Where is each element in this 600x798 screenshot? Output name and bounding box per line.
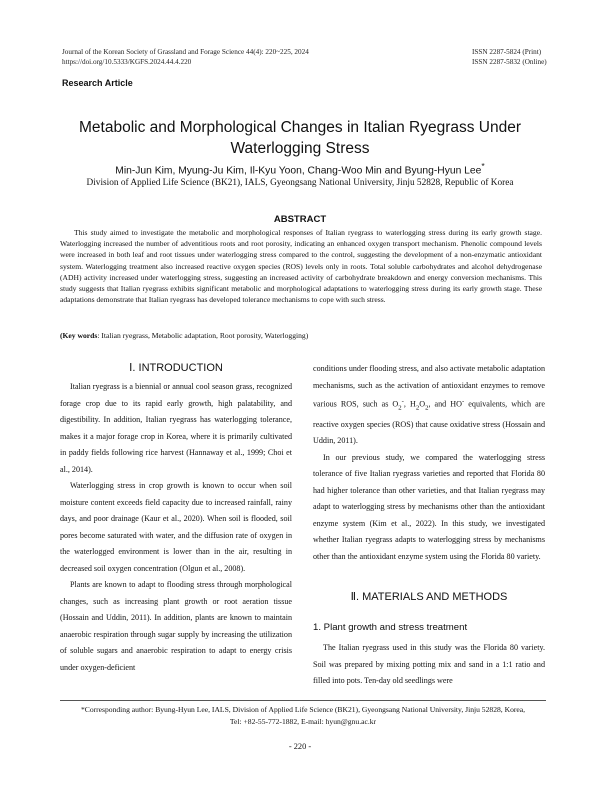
affiliation: Division of Applied Life Science (BK21), IALS, Gyeongsang National University, Jinju 52828, Republic of Korea xyxy=(86,178,514,188)
authors-text: Min-Jun Kim, Myung-Ju Kim, Il-Kyu Yoon, Chang-Woo Min and Byung-Hyun Lee xyxy=(115,165,482,177)
footnote-divider xyxy=(60,700,546,701)
left-column xyxy=(60,379,292,676)
intro-paragraph-3-cont xyxy=(313,361,545,450)
journal-citation: Journal of the Korean Society of Grassland and Forage Science 44(4): 220~225, 2024 xyxy=(62,48,309,56)
introduction-heading: Ⅰ. INTRODUCTION xyxy=(129,362,223,374)
methods-heading: Ⅱ. MATERIALS AND METHODS xyxy=(350,591,508,603)
intro-paragraph-3: Plants are known to adapt to flooding stress through morphological changes, such as increasing plant growth or root aeration tissue (Hossain and Uddin, 2011). In addition, plants are known to maintain anaerobic respiration through sugar supply by increasing the utilization of soluble sugars and anaerobic respiration to adapt to energy crisis under oxygen-deficient xyxy=(60,580,292,672)
subsection-heading: 1. Plant growth and stress treatment xyxy=(313,622,468,633)
text-run: O xyxy=(419,399,426,409)
doi-link[interactable]: https://doi.org/10.5333/KGFS.2024.44.4.220 xyxy=(62,58,192,66)
footnote-line-1: *Corresponding author: Byung-Hyun Lee, IALS, Division of Applied Life Science (BK21), Gyeongsang National University, Jinju 52828, Korea, xyxy=(80,705,526,714)
abstract-heading: ABSTRACT xyxy=(273,214,327,225)
article-type-label: Research Article xyxy=(62,78,133,88)
keywords-list: : Italian ryegrass, Metabolic adaptation, Root porosity, Waterlogging) xyxy=(97,331,309,340)
issn-online: ISSN 2287-5832 (Online) xyxy=(472,58,547,66)
issn-block xyxy=(472,47,547,67)
intro-paragraph-2: Waterlogging stress in crop growth is known to occur when soil moisture content exceeds field capacity due to increased rainfall, rainy days, and poor drainage (Kaur et al., 2020). When soil is flooded, soil pores become saturated with water, and the diffusion rate of oxygen in the waterlogged environment is lower than in the air, resulting in decreased soil oxygen concentration (Olgun et al., 2008). xyxy=(60,481,292,573)
text-run: equivalents, which are reactive oxygen species (ROS) that cause oxidative stress (Hossain and Uddin, 2011). xyxy=(313,399,545,446)
subscript: 2 xyxy=(398,404,402,412)
text-run: conditions under flooding stress, and also activate metabolic adaptation mechanisms, such as the activation of antioxidant enzymes to remove various ROS, such as O xyxy=(313,364,545,409)
corresponding-mark: * xyxy=(481,161,485,171)
methods-column xyxy=(313,640,545,690)
text-run: , and HO xyxy=(428,399,462,409)
keywords-label: (Key words xyxy=(60,331,98,340)
subscript: 2 xyxy=(415,404,420,412)
keywords xyxy=(60,330,542,341)
footnote-line-2: Tel: +82-55-772-1882, E-mail: hyun@gnu.ac.kr xyxy=(229,716,377,726)
abstract-text: This study aimed to investigate the metabolic and morphological responses of Italian ryegrass to waterlogging stress during its early growth stage. Waterlogging increased the number of adventitious roots and root porosity, indicating an enhanced oxygen transport mechanism. Phenolic compound levels were increased in both leaf and root tissues under waterlogging stress compared to the control, suggesting the development of a non-enzymatic antioxidant system. Waterlogging treatment also increased reactive oxygen species (ROS) levels only in roots. Total soluble carbohydrates and alcohol dehydrogenase (ADH) activity increased under waterlogging stress, suggesting an increased activity of carbohydrate breakdown and energy conversion mechanisms. This study suggests that Italian ryegrass exhibits significant metabolic and morphological adaptations to waterlogging stress during its early growth stage. These adaptations demonstrate that Italian ryegrass has developed tolerance mechanisms to cope with such stress. xyxy=(60,228,542,305)
right-column xyxy=(313,361,545,565)
superscript: - xyxy=(461,398,465,405)
methods-paragraph-1: The Italian ryegrass used in this study was the Florida 80 variety. Soil was prepared by mixing potting mix and sand in a 1:1 ratio and filled into pots. Ten-day old seedlings were xyxy=(313,643,545,685)
paper-title: Metabolic and Morphological Changes in Italian Ryegrass Under Waterlogging Stress xyxy=(79,119,521,157)
corresponding-footnote xyxy=(60,704,546,727)
text-run: , H xyxy=(403,399,416,409)
intro-paragraph-1: Italian ryegrass is a biennial or annual cool season grass, recognized forage crop due to its rapid early growth, high palatability, and digestibility. In addition, Italian ryegrass has waterlogging tolerance, makes it a major forage crop in Korea, where it is primarily cultivated in paddy fields following rice harvest (Hannaway et al., 1999; Choi et al., 2014). xyxy=(60,382,292,474)
journal-header xyxy=(62,47,309,67)
page-number: - 220 - xyxy=(288,742,312,751)
subscript: 2 xyxy=(425,404,429,412)
superscript: - xyxy=(401,398,404,405)
author-list xyxy=(0,161,600,176)
issn-print: ISSN 2287-5824 (Print) xyxy=(472,48,542,56)
intro-paragraph-4: In our previous study, we compared the waterlogging stress tolerance of five Italian ryegrass varieties and reported that Florida 80 had higher tolerance than other varieties, and that Italian ryegrass may adapt to waterlogging stress by mechanisms other than the antioxidant enzyme system (Kim et al., 2022). In this study, we investigated whether Italian ryegrass adapts to waterlogging stress by mechanisms other than the antioxidant enzyme system using the Florida 80 variety. xyxy=(313,452,545,561)
